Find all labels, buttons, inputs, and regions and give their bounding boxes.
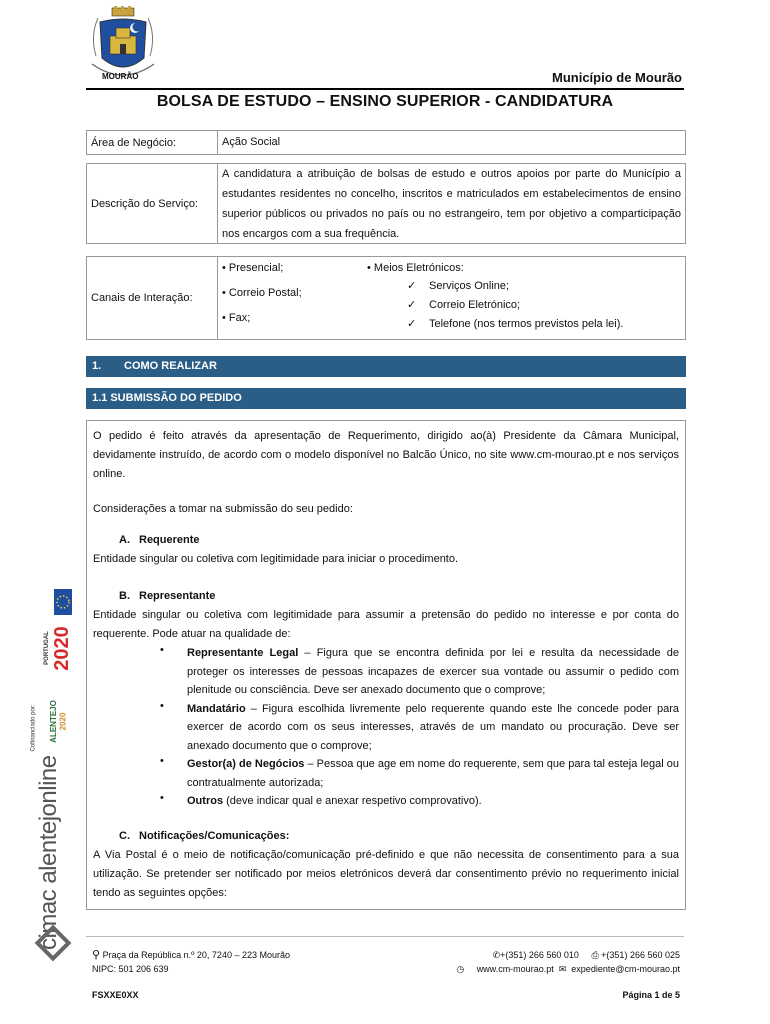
representante-types-list — [160, 644, 679, 811]
canais-row — [86, 256, 686, 340]
email-link[interactable]: expediente@cm-mourao.pt — [571, 964, 680, 974]
municipal-crest-logo — [86, 6, 160, 86]
footer-address-block — [92, 948, 290, 976]
representante-text: Entidade singular ou coletiva com legitimidade para assumir a pretensão do pedido no interesse e por conta do requerente. Pode atuar na qualidade de: — [93, 609, 679, 640]
header-divider — [86, 88, 684, 90]
alentejo-label: ALENTEJO — [48, 700, 58, 743]
alentejo-2020-logo — [40, 695, 80, 755]
term: Representante Legal — [187, 647, 299, 659]
phone-icon: ✆ — [492, 950, 501, 960]
brand-label: cimac alentejonline — [35, 755, 62, 950]
section-title: 1.1 SUBMISSÃO DO PEDIDO — [92, 392, 242, 404]
bullet-marker: • — [160, 644, 164, 656]
p2020-label: 2020 — [50, 626, 73, 671]
footer-divider — [86, 936, 684, 937]
address-text: Praça da República n.º 20, 7240 – 223 Mourão — [102, 950, 290, 960]
term: Outros — [187, 795, 224, 807]
section-como-realizar — [86, 356, 686, 377]
heading-representante — [93, 587, 679, 606]
municipality-name: Município de Mourão — [552, 70, 682, 85]
heading-requerente — [93, 531, 679, 550]
descricao-label: Descrição do Serviço: — [91, 197, 198, 210]
heading-text: Representante — [139, 590, 216, 602]
list-item — [160, 644, 679, 700]
heading-letter: C. — [119, 829, 130, 842]
check-icon: ✓ — [407, 299, 417, 311]
address-line — [92, 948, 290, 962]
heading-letter: A. — [119, 534, 130, 546]
definition: – Figura que se encontra definida por lei e resulta da necessidade de proteger os interesses de pessoas incapazes de exercer sua vontade ou assumir o pedido com plenitude ou consciência. Deve ser anexado documento que o comprove; — [187, 647, 679, 696]
fax-number: +(351) 266 560 025 — [601, 950, 680, 960]
cimac-alentejonline-logo — [35, 755, 65, 950]
contact-phones — [456, 948, 680, 962]
portugal-2020-logo — [40, 625, 80, 675]
form-code: FSXXE0XX — [92, 990, 139, 1000]
bullet-marker: • — [160, 699, 164, 712]
heading-notificacoes — [93, 827, 679, 846]
meio-label: Serviços Online; — [429, 280, 510, 292]
descricao-row — [86, 163, 686, 244]
area-row — [86, 130, 686, 155]
contact-web — [456, 962, 680, 976]
section-title: COMO REALIZAR — [124, 360, 217, 372]
document-title: BOLSA DE ESTUDO – ENSINO SUPERIOR - CANDIDATURA — [156, 93, 614, 110]
canal-presencial: • Presencial; — [222, 262, 284, 274]
phone-number: +(351) 266 560 010 — [500, 950, 579, 960]
term: Mandatário — [187, 702, 246, 715]
section-number: 1. — [92, 360, 102, 372]
term: Gestor(a) de Negócios — [187, 758, 305, 770]
check-icon: ✓ — [407, 280, 417, 292]
footer-contacts-block — [456, 948, 680, 976]
list-item-text — [187, 792, 679, 811]
list-item — [160, 700, 679, 756]
check-icon: ✓ — [407, 318, 417, 330]
descricao-value: A candidatura a atribuição de bolsas de estudo e outros apoios por parte do Município a estudantes residentes no concelho, inscritos e matriculados em estabelecimentos de ensino superior públicos ou privados no país ou no estrangeiro, tem por objetivo a comparticipação nos encargos com a sua frequência. — [217, 164, 685, 243]
meio-label: Telefone (nos termos previstos pela lei). — [429, 318, 624, 330]
nipc-text: NIPC: 501 206 639 — [92, 964, 169, 974]
heading-text: Notificações/Comunicações: — [139, 829, 290, 842]
definition: – Figura escolhida livremente pelo requerente quando este lhe concede poder para exercer de acordo com os seus interesses, através de um mandato ou procuração. Deve ser anexado documento que o comprove; — [187, 702, 679, 752]
canal-fax: • Fax; — [222, 312, 251, 324]
canal-correio-postal: • Correio Postal; — [222, 287, 302, 299]
globe-icon: ◷ — [456, 964, 465, 974]
definition: – Pessoa que age em nome do requerente, sem que para tal esteja legal ou contratualmente autorizada; — [187, 758, 679, 789]
portugal-label: PORTUGAL — [43, 631, 50, 665]
list-item-text — [187, 755, 679, 792]
email-icon: ✉ — [558, 964, 567, 974]
section-submissao — [86, 388, 686, 409]
meio-label: Correio Eletrónico; — [429, 299, 521, 311]
meio-servicos-online — [367, 279, 681, 298]
canais-label: Canais de Interação: — [91, 292, 193, 304]
heading-text: Requerente — [139, 534, 200, 546]
list-item-text — [187, 700, 679, 756]
page-indicator: Página 1 de 5 — [622, 990, 680, 1000]
requerente-text: Entidade singular ou coletiva com legitimidade para iniciar o procedimento. — [93, 553, 459, 565]
meio-correio-eletronico — [367, 298, 681, 317]
definition: (deve indicar qual e anexar respetivo comprovativo). — [223, 795, 482, 807]
area-label: Área de Negócio: — [91, 136, 176, 149]
funding-logos-strip — [30, 545, 78, 975]
list-item-text — [187, 644, 679, 700]
meios-eletronicos-label: • Meios Eletrónicos: — [367, 262, 464, 274]
consideracoes-text: Considerações a tomar na submissão do seu pedido: — [93, 503, 353, 515]
submissao-content — [86, 420, 686, 910]
notificacoes-text: A Via Postal é o meio de notificação/comunicação pré-definido e que não necessita de consentimento para a sua utilização. Se pretender ser notificado por meios eletrónicos deverá dar consentimento prévio no requerimento inicial tendo as seguintes opções: — [93, 848, 679, 899]
intro-paragraph: O pedido é feito através da apresentação de Requerimento, dirigido ao(à) Presidente da Câmara Municipal, devidamente instruído, de acordo com o modelo disponível no Balcão Único, no site www.cm-mourao.pt e nos serviços online. — [93, 430, 679, 480]
fax-icon: ⎙ — [591, 950, 599, 960]
list-item — [160, 792, 679, 811]
canais-content — [217, 257, 685, 339]
cofinanciado-label: Cofinanciado por: — [30, 704, 37, 752]
location-pin-icon: ⚲ — [92, 949, 101, 961]
alentejo-year-label: 2020 — [58, 712, 68, 731]
bullet-marker: • — [160, 792, 164, 804]
heading-letter: B. — [119, 590, 130, 602]
meio-telefone — [367, 317, 681, 336]
area-value: Ação Social — [217, 131, 685, 154]
bullet-marker: • — [160, 755, 164, 767]
canais-list-electronic — [367, 261, 681, 337]
crest-caption: MOURÃO — [102, 72, 139, 81]
eu-flag-icon — [54, 589, 72, 615]
website-link[interactable]: www.cm-mourao.pt — [476, 964, 554, 974]
list-item — [160, 755, 679, 792]
canais-list-physical — [222, 261, 367, 337]
